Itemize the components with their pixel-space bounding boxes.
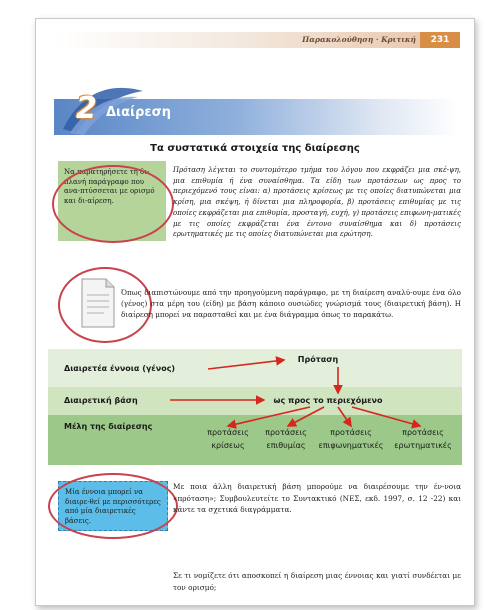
textbook-page (35, 18, 475, 606)
paragraph-question: Σε τι νομίζετε ότι αποσκοπεί η διαίρεση μιας έννοιας και γιατί συνδέεται με τον ορισμό; (173, 571, 461, 592)
paragraph-definition: Πρόταση λέγεται το συντομότερο τμήμα του λόγου που εκφράζει μια σκέ-ψη, μια επιθυμία ή ένα συναίσθημα. Τα είδη των προτάσεων ως προς το περιεχόμενό τους είναι: α) προτάσεις κρίσεως με τις οποίες διατυπώνεται μια κρίση, μια σκέψη, ή δίνεται μια πληροφορία, β) προτάσεις επιθυμίας με τις οποίες εκφράζεται μια επιθυμία, προσταγή, ευχή, γ) προτάσεις επιφωνη-ματικές με τις οποίες εκφράζεται ένα έντονο συναίσθημα και δ) προτάσεις ερωτηματικές με τις οποίες διατυπώνεται μια ερώτηση. (173, 166, 461, 239)
highlight-ellipse (48, 473, 178, 539)
highlight-ellipse (52, 165, 174, 243)
diagram-label-members: Μέλη της διαίρεσης (64, 422, 153, 431)
division-diagram (48, 349, 462, 465)
chapter-number: 2 (76, 91, 97, 126)
diagram-basis-node: ως προς το περιεχόμενο (273, 396, 383, 405)
margin-note-text: Μία έννοια μπορεί να διαιρε-θεί με περισσότερες από μία διαιρετικές βάσεις. (65, 488, 161, 525)
paragraph-division: Όπως διαπιστώνουμε από την προηγούμενη παράγραφο, με τη διαίρεση αναλύ-ουμε ένα όλο (γένος) στα μέρη του (είδη) με βάση κάποιο ουσιώδες γνώρισμά τους (διαιρετική βάση). Η διαίρεση μπορεί να παρασταθεί και με ένα διάγραμμα όπως το παρακάτω. (121, 288, 461, 320)
running-header (54, 32, 460, 48)
arrow-basis-to-member-4 (352, 407, 420, 426)
diagram-label-basis: Διαιρετική βάση (64, 396, 138, 405)
diagram-root-node: Πρόταση (297, 355, 339, 364)
diagram-member-node: προτάσεις ερωτηματικές (394, 428, 452, 450)
chapter-title: Διαίρεση (106, 105, 172, 120)
arrow-basis-to-member-2 (288, 407, 324, 426)
diagram-member-node: προτάσεις επιφωνηματικές (318, 428, 384, 450)
diagram-arrows (48, 349, 462, 465)
page-number: 231 (420, 32, 460, 48)
arrow-label-to-root (208, 360, 284, 369)
section-title: Τα συστατικά στοιχεία της διαίρεσης (150, 143, 360, 154)
paragraph-exercise: Με ποια άλλη διαιρετική βάση μπορούμε να διαιρέσουμε την έν-νοια «πρόταση»; Συμβουλευτείτε το Συντακτικό (ΝΕΣ, εκδ. 1997, σ. 12 -22) και κάντε τα σχετικά διαγράμματα. (173, 482, 461, 514)
running-title: Παρακολούθηση · Κριτική (302, 35, 416, 44)
arrow-basis-to-member-1 (228, 407, 310, 426)
margin-note-text: Να παρατηρήσετε τη δι-πλανή παράγραφο που ανα-πτύσσεται με ορισμό και δι-αίρεση. (64, 168, 155, 205)
diagram-member-node: προτάσεις κρίσεως (207, 428, 249, 450)
arrow-basis-to-member-3 (338, 407, 351, 426)
diagram-label-genus: Διαιρετέα έννοια (γένος) (64, 364, 176, 373)
diagram-member-node: προτάσεις επιθυμίας (265, 428, 307, 450)
